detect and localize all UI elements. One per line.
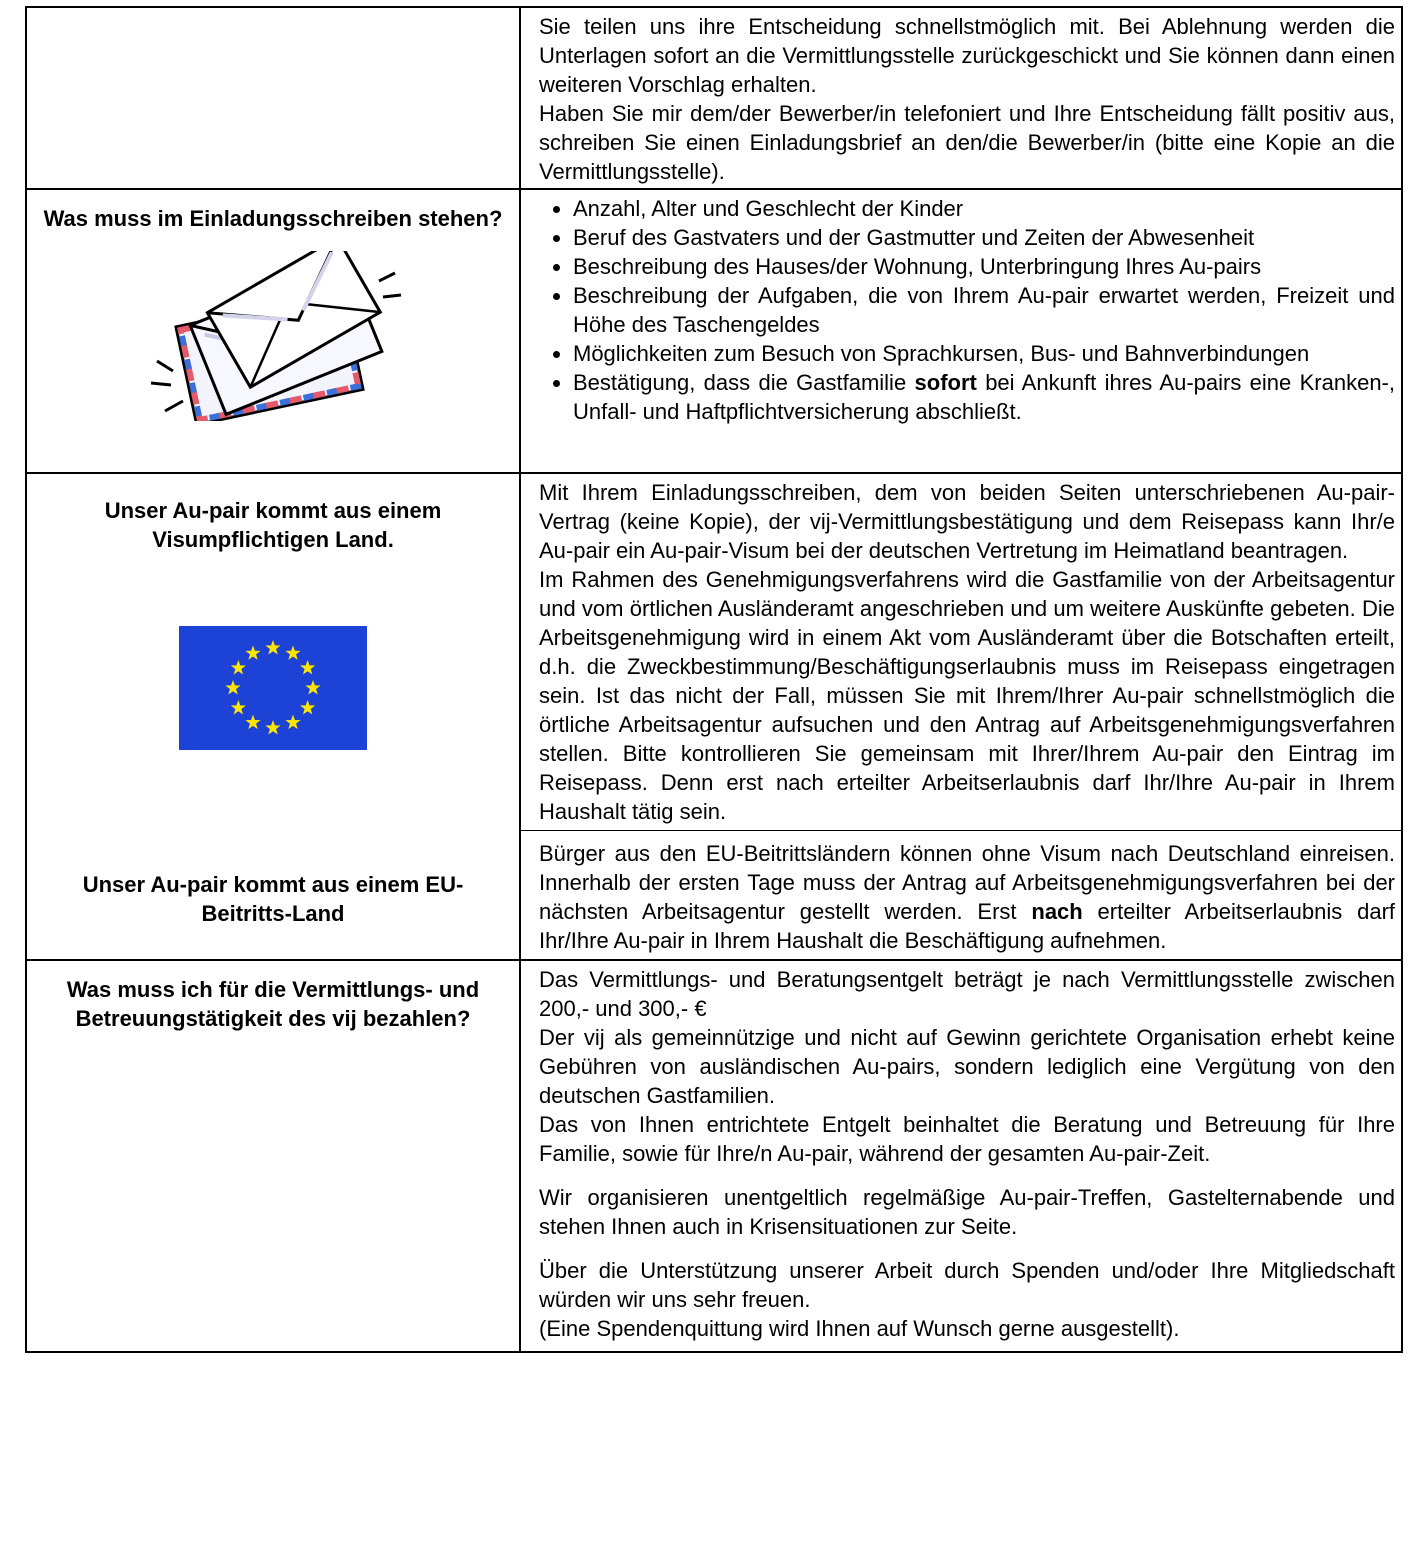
visa-answer-block <box>521 474 1401 831</box>
envelope-letters-icon <box>143 251 403 421</box>
emphasis-text: nach <box>1031 899 1083 924</box>
document-page <box>25 6 1403 1353</box>
question-cell-visa <box>26 473 520 960</box>
faq-table <box>25 6 1403 1353</box>
question-cell-invitation <box>26 189 520 473</box>
requirements-list <box>539 194 1395 426</box>
list-item-text: bei Ankunft ihres Au-pairs eine Kranken-, Unfall- und Haftpflichtversicherung abschließt. <box>573 370 1395 424</box>
answer-paragraph <box>539 839 1395 955</box>
answer-cell-invitation <box>520 189 1402 473</box>
answer-paragraph: Wir organisieren unentgeltlich regelmäßige Au-pair-Treffen, Gastelternabende und stehen Ihnen auch in Krisensituationen zur Seite. <box>539 1185 1395 1239</box>
question-heading: Was muss ich für die Vermittlungs- und Betreuungstätigkeit des vij bezahlen? <box>66 977 480 1031</box>
question-cell-fees <box>26 960 520 1352</box>
question-heading-eu: Unser Au-pair kommt aus einem EU-Beitritts-Land <box>82 872 464 926</box>
list-item: • Anzahl, Alter und Geschlecht der Kinder <box>573 194 1395 223</box>
answer-paragraph: Im Rahmen des Genehmigungsverfahrens wird die Gastfamilie von der Arbeitsagentur und vom örtlichen Ausländeramt angeschrieben und um weitere Auskünfte gebeten. Die Arbeitsgenehmigung wird in einem Akt vom Ausländeramt über die Botschaften erteilt, d.h. die Zweckbestimmung/Beschäftigungserlaubnis muss im Reisepass eingetragen sein. Ist das nicht der Fall, müssen Sie mit Ihrem/Ihrer Au-pair schnellstmöglich die örtliche Arbeitsagentur aufsuchen und den Antrag auf Arbeitsgenehmigungsverfahren stellen. Bitte kontrollieren Sie gemeinsam mit Ihrer/Ihrem Au-pair den Eintrag im Reisepass. Denn erst nach erteilter Arbeitserlaubnis darf Ihr/Ihre Au-pair in Ihrem Haushalt tätig sein. <box>539 567 1395 824</box>
question-heading: Was muss im Einladungsschreiben stehen? <box>43 206 503 231</box>
list-item-text: Bestätigung, dass die Gastfamilie <box>573 370 915 395</box>
question-heading-visa: Unser Au-pair kommt aus einem Visumpflichtigen Land. <box>104 498 442 552</box>
answer-paragraph: Der vij als gemeinnützige und nicht auf Gewinn gerichtete Organisation erhebt keine Gebühren von ausländischen Au-pairs, sondern lediglich eine Vergütung von den deutschen Gastfamilien. <box>539 1025 1395 1108</box>
list-item: • Beruf des Gastvaters und der Gastmutter und Zeiten der Abwesenheit <box>573 223 1395 252</box>
answer-paragraph: Das von Ihnen entrichtete Entgelt beinhaltet die Beratung und Betreuung für Ihre Familie, sowie für Ihre/n Au-pair, während der gesamten Au-pair-Zeit. <box>539 1112 1395 1166</box>
eu-flag-icon <box>179 626 367 750</box>
answer-paragraph: Haben Sie mir dem/der Bewerber/in telefoniert und Ihre Entscheidung fällt positiv aus, schreiben Sie einen Einladungsbrief an den/die Bewerber/in (bitte eine Kopie an die Vermittlungsstelle). <box>539 101 1395 184</box>
table-row <box>26 473 1402 960</box>
list-item <box>573 368 1395 426</box>
answer-cell-fees <box>520 960 1402 1352</box>
answer-paragraph: Mit Ihrem Einladungsschreiben, dem von beiden Seiten unterschriebenen Au-pair- Vertrag (keine Kopie), der vij-Vermittlungsbestätigung und dem Reisepass kann Ihr/e Au-pair ein Au-pair-Visum bei der deutschen Vertretung im Heimatland beantragen. <box>539 480 1395 563</box>
answer-paragraph: Über die Unterstützung unserer Arbeit durch Spenden und/oder Ihre Mitgliedschaft würden wir uns sehr freuen. <box>539 1258 1395 1312</box>
answer-paragraph: (Eine Spendenquittung wird Ihnen auf Wunsch gerne ausgestellt). <box>539 1316 1180 1341</box>
answer-paragraph: Sie teilen uns ihre Entscheidung schnellstmöglich mit. Bei Ablehnung werden die Unterlagen sofort an die Vermittlungsstelle zurückgeschickt und Sie können dann einen weiteren Vorschlag erhalten. <box>539 14 1395 97</box>
answer-text: erteilter Arbeitserlaubnis darf Ihr/Ihre Au-pair in Ihrem Haushalt die Beschäftigung aufnehmen. <box>539 899 1396 953</box>
list-item: • Beschreibung des Hauses/der Wohnung, Unterbringung Ihres Au-pairs <box>573 252 1395 281</box>
list-item: • Möglichkeiten zum Besuch von Sprachkursen, Bus- und Bahnverbindungen <box>573 339 1395 368</box>
answer-paragraph: Das Vermittlungs- und Beratungsentgelt beträgt je nach Vermittlungsstelle zwischen 200,- und 300,- € <box>539 967 1395 1021</box>
answer-cell-decision <box>520 7 1402 189</box>
table-row <box>26 7 1402 189</box>
answer-cell-visa <box>520 473 1402 960</box>
table-row <box>26 189 1402 473</box>
list-item: • Beschreibung der Aufgaben, die von Ihrem Au-pair erwartet werden, Freizeit und Höhe des Taschengeldes <box>573 281 1395 339</box>
eu-answer-block <box>521 831 1401 959</box>
emphasis-text: sofort <box>914 370 977 395</box>
table-row <box>26 960 1402 1352</box>
answer-text: Bürger aus den EU-Beitrittsländern können ohne Visum nach Deutschland einreisen. Innerhalb der ersten Tage muss der Antrag auf Arbeitsgenehmigungsverfahren bei der nächsten Arbeitsagentur gestellt werden. Erst <box>539 841 1395 924</box>
question-cell-empty <box>26 7 520 189</box>
